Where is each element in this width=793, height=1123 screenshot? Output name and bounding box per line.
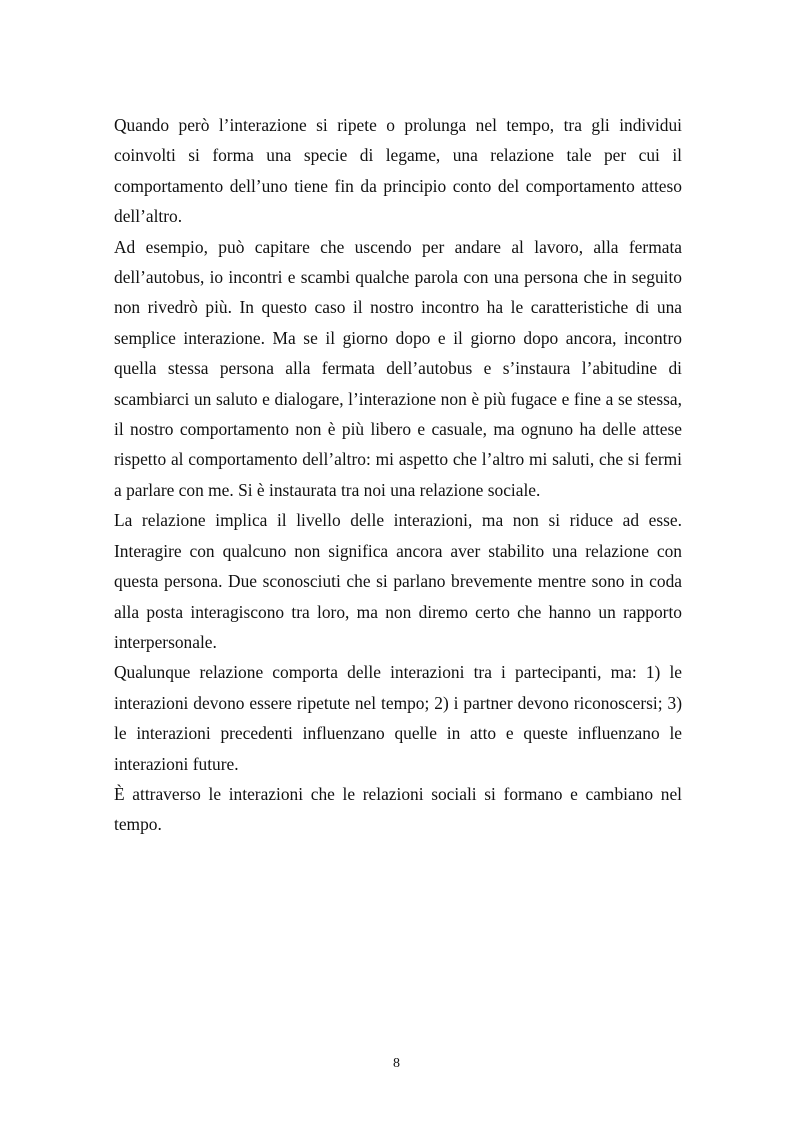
body-text	[114, 110, 682, 840]
paragraph-4: Qualunque relazione comporta delle interazioni tra i partecipanti, ma: 1) le interazioni devono essere ripetute nel tempo; 2) i partner devono riconoscersi; 3) le interazioni precedenti influenzano quelle in atto e queste influenzano le interazioni future.	[114, 662, 682, 774]
paragraph-5: È attraverso le interazioni che le relazioni sociali si formano e cambiano nel tempo.	[114, 783, 682, 835]
paragraph-3: La relazione implica il livello delle interazioni, ma non si riduce ad esse. Interagire con qualcuno non significa ancora aver stabilito una relazione con questa persona. Due sconosciuti che si parlano brevemente mentre sono in coda alla posta interagiscono tra loro, ma non diremo certo che hanno un rapporto interpersonale.	[114, 510, 682, 652]
paragraph-1: Quando però l’interazione si ripete o prolunga nel tempo, tra gli individui coinvolti si forma una specie di legame, una relazione tale per cui il comportamento dell’uno tiene fin da principio conto del comportamento atteso dell’altro.	[114, 115, 682, 227]
page-number: 8	[393, 1056, 400, 1071]
paragraph-2: Ad esempio, può capitare che uscendo per andare al lavoro, alla fermata dell’autobus, io incontri e scambi qualche parola con una persona che in seguito non rivedrò più. In questo caso il nostro incontro ha le caratteristiche di una semplice interazione. Ma se il giorno dopo e il giorno dopo ancora, incontro quella stessa persona alla fermata dell’autobus e s’instaura l’abitudine di scambiarci un saluto e dialogare, l’interazione non è più fugace e fine a se stessa, il nostro comportamento non è più libero e casuale, ma ognuno ha delle attese rispetto al comportamento dell’altro: mi aspetto che l’altro mi saluti, che si fermi a parlare con me. Si è instaurata tra noi una relazione sociale.	[114, 236, 682, 500]
